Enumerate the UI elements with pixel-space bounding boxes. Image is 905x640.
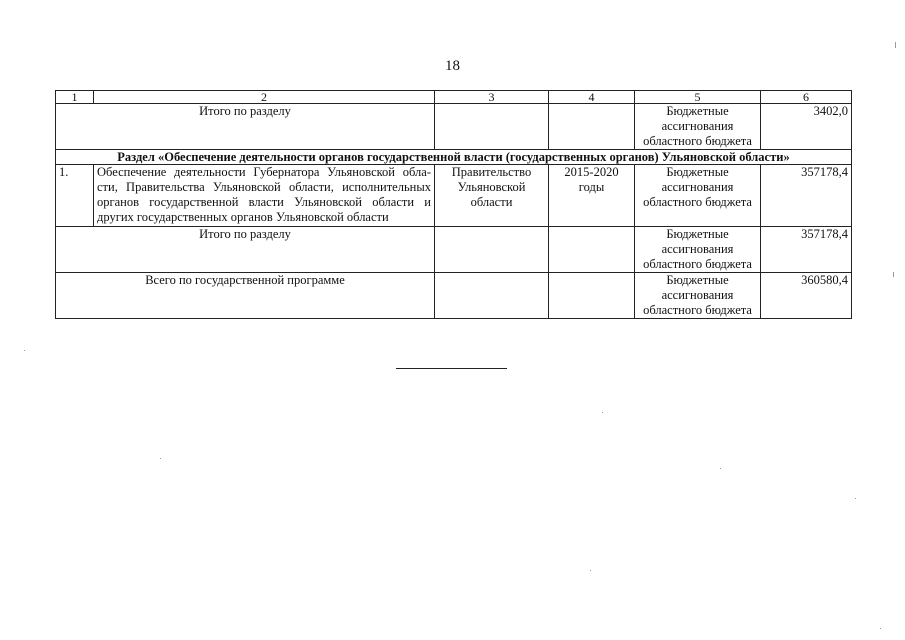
amount: 360580,4 bbox=[761, 273, 852, 319]
scan-speck bbox=[590, 570, 591, 571]
empty-cell bbox=[549, 227, 635, 273]
amount: 357178,4 bbox=[761, 165, 852, 227]
section-heading-row bbox=[56, 150, 852, 165]
previous-section-total-row bbox=[56, 104, 852, 150]
scan-speck bbox=[895, 42, 896, 48]
section-total-row bbox=[56, 227, 852, 273]
closing-rule bbox=[396, 368, 507, 369]
total-label: Итого по разделу bbox=[56, 227, 435, 273]
column-number-row bbox=[56, 91, 852, 104]
table-row bbox=[56, 165, 852, 227]
funding-source: Бюджетные ассигнования областного бюджета bbox=[635, 104, 761, 150]
scan-speck bbox=[880, 628, 881, 629]
scan-speck bbox=[160, 458, 161, 459]
total-label: Всего по государственной программе bbox=[56, 273, 435, 319]
program-total-row bbox=[56, 273, 852, 319]
total-label: Итого по разделу bbox=[56, 104, 435, 150]
item-number: 1. bbox=[56, 165, 94, 227]
column-header: 2 bbox=[94, 91, 435, 104]
page-number: 18 bbox=[445, 58, 460, 74]
empty-cell bbox=[435, 273, 549, 319]
scan-speck bbox=[855, 498, 856, 499]
funding-source: Бюджетные ассигнования областного бюджета bbox=[635, 165, 761, 227]
empty-cell bbox=[435, 104, 549, 150]
funding-source: Бюджетные ассигнования областного бюджета bbox=[635, 273, 761, 319]
column-header: 1 bbox=[56, 91, 94, 104]
empty-cell bbox=[435, 227, 549, 273]
item-description: Обеспечение деятельности Губернатора Ульяновской обла-сти, Правительства Ульяновской области, исполнительных органов государственной власти Ульяновской области и других государственных органов Ульяновской области bbox=[94, 165, 435, 227]
column-header: 3 bbox=[435, 91, 549, 104]
empty-cell bbox=[549, 273, 635, 319]
budget-table bbox=[55, 90, 852, 319]
item-period: 2015-2020 годы bbox=[549, 165, 635, 227]
scan-speck bbox=[602, 412, 603, 413]
column-header: 4 bbox=[549, 91, 635, 104]
scan-speck bbox=[24, 350, 25, 351]
item-executor: Правительство Ульяновской области bbox=[435, 165, 549, 227]
empty-cell bbox=[549, 104, 635, 150]
scan-speck bbox=[720, 468, 721, 469]
amount: 3402,0 bbox=[761, 104, 852, 150]
column-header: 6 bbox=[761, 91, 852, 104]
column-header: 5 bbox=[635, 91, 761, 104]
section-title: Раздел «Обеспечение деятельности органов государственной власти (государственных органов) Ульяновской области» bbox=[56, 150, 852, 165]
funding-source: Бюджетные ассигнования областного бюджета bbox=[635, 227, 761, 273]
amount: 357178,4 bbox=[761, 227, 852, 273]
scan-speck bbox=[893, 272, 894, 277]
